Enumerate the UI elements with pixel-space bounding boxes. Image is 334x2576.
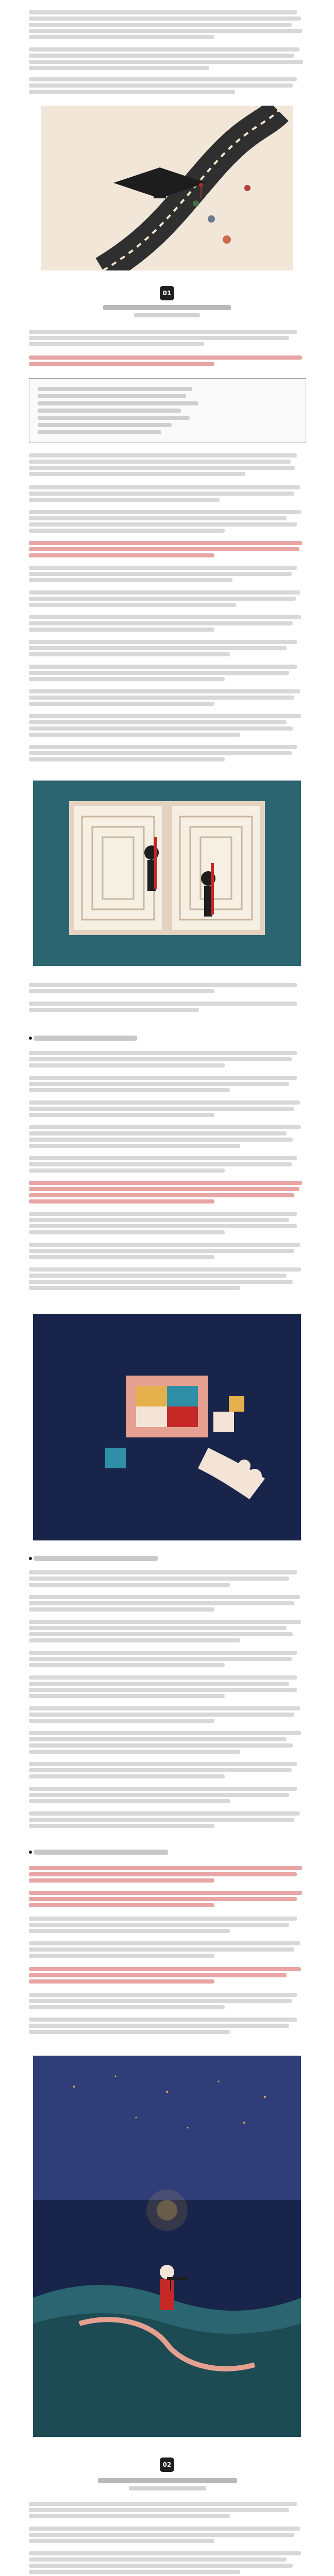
highlight-line	[29, 355, 302, 360]
text-line	[29, 1002, 297, 1006]
highlight-line	[29, 1891, 302, 1895]
subheading-line	[34, 1556, 158, 1561]
text-line	[29, 590, 300, 595]
text-line	[29, 1811, 300, 1816]
text-line	[29, 23, 292, 27]
text-line	[29, 566, 297, 570]
text-line	[29, 1082, 289, 1086]
text-line	[29, 66, 209, 70]
text-line	[29, 2539, 214, 2543]
text-line	[29, 35, 214, 39]
text-line	[29, 714, 301, 718]
text-line	[29, 485, 300, 489]
text-line	[29, 689, 300, 693]
section-badge-01	[160, 286, 174, 300]
text-line	[29, 47, 299, 52]
text-line	[29, 1088, 230, 1092]
text-line	[29, 1595, 300, 1599]
text-line	[29, 1218, 289, 1222]
text-line	[29, 466, 295, 470]
text-line	[29, 702, 214, 706]
section-subtitle-line	[129, 2486, 206, 2490]
text-line	[29, 1057, 292, 1061]
text-line	[29, 342, 204, 346]
highlight-line	[29, 362, 214, 366]
text-line	[29, 603, 236, 607]
quote-line	[38, 409, 181, 413]
text-line	[29, 1713, 294, 1717]
text-line	[29, 1570, 297, 1574]
text-line	[29, 621, 293, 625]
subheading-bullet	[29, 1557, 32, 1560]
text-line	[29, 1731, 301, 1735]
text-line	[29, 1923, 289, 1927]
text-line	[29, 498, 220, 502]
text-line	[29, 1601, 294, 1605]
section-number: 02	[162, 2461, 172, 2468]
text-line	[29, 472, 245, 476]
text-line	[29, 1799, 230, 1803]
quote-line	[38, 430, 161, 434]
text-line	[29, 1947, 294, 1952]
illustration-puzzle-hand	[33, 1314, 301, 1540]
text-line	[29, 1162, 292, 1166]
quote-line	[38, 416, 190, 420]
text-line	[29, 1632, 293, 1636]
text-line	[29, 1787, 297, 1791]
quote-line	[38, 423, 172, 427]
section-subtitle-line	[134, 313, 200, 317]
text-line	[29, 529, 225, 533]
text-line	[29, 615, 301, 619]
text-line	[29, 1583, 230, 1587]
text-line	[29, 1675, 297, 1680]
text-line	[29, 16, 301, 21]
quote-box	[29, 378, 306, 443]
text-line	[29, 1286, 240, 1290]
text-line	[29, 1274, 287, 1278]
text-line	[29, 572, 292, 576]
text-line	[29, 2564, 293, 2568]
illustration-maze-book	[33, 781, 301, 966]
subheading-bullet	[29, 1851, 32, 1854]
text-line	[29, 1750, 240, 1754]
text-line	[29, 1125, 301, 1129]
highlight-line	[29, 1181, 302, 1185]
text-line	[29, 1651, 297, 1655]
subheading-line	[34, 1850, 168, 1855]
text-line	[29, 1824, 214, 1828]
text-line	[29, 578, 232, 582]
text-line	[29, 1100, 300, 1105]
highlight-line	[29, 541, 302, 545]
text-line	[29, 665, 297, 669]
text-line	[29, 726, 293, 731]
text-line	[29, 2570, 240, 2574]
text-line	[29, 2508, 289, 2512]
text-line	[29, 652, 230, 656]
text-line	[29, 989, 214, 993]
text-line	[29, 597, 296, 601]
text-line	[29, 640, 297, 644]
text-line	[29, 516, 287, 520]
text-line	[29, 2502, 297, 2506]
highlight-line	[29, 1187, 299, 1191]
text-line	[29, 1999, 292, 2003]
text-line	[29, 1762, 297, 1766]
text-line	[29, 1063, 225, 1067]
highlight-line	[29, 1866, 302, 1870]
text-line	[29, 10, 297, 14]
text-line	[29, 1688, 297, 1692]
text-line	[29, 2514, 230, 2518]
highlight-line	[29, 1967, 301, 1971]
subheading-bullet	[29, 1037, 32, 1040]
text-line	[29, 83, 293, 88]
text-line	[29, 1156, 297, 1160]
text-line	[29, 1113, 214, 1117]
text-line	[29, 1941, 300, 1945]
text-line	[29, 60, 303, 64]
text-line	[29, 1737, 287, 1741]
highlight-line	[29, 1979, 214, 1984]
text-line	[29, 1768, 292, 1772]
text-line	[29, 29, 302, 33]
text-line	[29, 2551, 301, 2555]
text-line	[29, 1577, 289, 1581]
text-line	[29, 1008, 199, 1012]
text-line	[29, 1224, 297, 1228]
text-line	[29, 983, 297, 987]
text-line	[29, 751, 292, 755]
text-line	[29, 336, 289, 340]
section-number: 01	[162, 290, 172, 297]
text-line	[29, 1993, 297, 1997]
text-line	[29, 492, 294, 496]
section-title-line	[98, 2478, 237, 2483]
text-line	[29, 2030, 230, 2034]
highlight-line	[29, 1878, 214, 1883]
text-line	[29, 2557, 287, 2562]
quote-line	[38, 401, 198, 405]
subheading-line	[34, 1036, 137, 1041]
highlight-line	[29, 1903, 214, 1907]
text-line	[29, 1929, 230, 1933]
text-line	[29, 1249, 294, 1253]
highlight-line	[29, 1897, 297, 1901]
text-line	[29, 757, 225, 761]
text-line	[29, 1620, 301, 1624]
text-line	[29, 1694, 225, 1698]
quote-line	[38, 394, 186, 398]
text-line	[29, 1917, 297, 1921]
section-badge-02	[160, 2458, 174, 2472]
text-line	[29, 628, 214, 632]
text-line	[29, 1131, 287, 1136]
text-line	[29, 522, 297, 527]
text-line	[29, 1638, 240, 1642]
text-line	[29, 1212, 297, 1216]
text-line	[29, 2533, 294, 2537]
text-line	[29, 1138, 293, 1142]
highlight-line	[29, 1872, 297, 1876]
highlight-line	[29, 553, 214, 557]
text-line	[29, 1255, 214, 1259]
text-line	[29, 1719, 214, 1723]
text-line	[29, 1168, 225, 1173]
text-line	[29, 677, 225, 681]
text-line	[29, 510, 301, 514]
text-line	[29, 1663, 225, 1667]
text-line	[29, 1954, 214, 1958]
highlight-line	[29, 1193, 294, 1197]
text-line	[29, 330, 297, 334]
text-line	[29, 1076, 297, 1080]
text-line	[29, 2527, 300, 2531]
text-line	[29, 2018, 297, 2022]
text-line	[29, 696, 294, 700]
text-line	[29, 2024, 289, 2028]
text-line	[29, 77, 297, 81]
text-line	[29, 1230, 225, 1234]
text-line	[29, 1144, 240, 1148]
text-line	[29, 646, 287, 650]
text-line	[29, 54, 294, 58]
text-line	[29, 460, 291, 464]
text-line	[29, 1051, 297, 1055]
text-line	[29, 733, 240, 737]
highlight-line	[29, 1973, 287, 1977]
text-line	[29, 1682, 289, 1686]
text-line	[29, 1706, 300, 1710]
text-line	[29, 1818, 294, 1822]
text-line	[29, 1626, 287, 1630]
text-line	[29, 2005, 225, 2009]
text-line	[29, 90, 235, 94]
text-line	[29, 453, 297, 457]
highlight-line	[29, 547, 299, 551]
text-line	[29, 720, 287, 724]
text-line	[29, 1243, 300, 1247]
text-line	[29, 745, 297, 749]
text-line	[29, 1657, 292, 1661]
text-line	[29, 1743, 293, 1748]
text-line	[29, 671, 289, 675]
text-line	[29, 1774, 225, 1778]
section-title-line	[103, 305, 231, 310]
text-line	[29, 1607, 214, 1612]
quote-line	[38, 387, 192, 391]
text-line	[29, 1267, 301, 1272]
text-line	[29, 1107, 294, 1111]
illustration-night-sky-girl	[33, 2056, 301, 2437]
text-line	[29, 1280, 293, 1284]
illustration-graduation-cap-road	[41, 106, 293, 270]
highlight-line	[29, 1199, 214, 1204]
text-line	[29, 1793, 289, 1797]
